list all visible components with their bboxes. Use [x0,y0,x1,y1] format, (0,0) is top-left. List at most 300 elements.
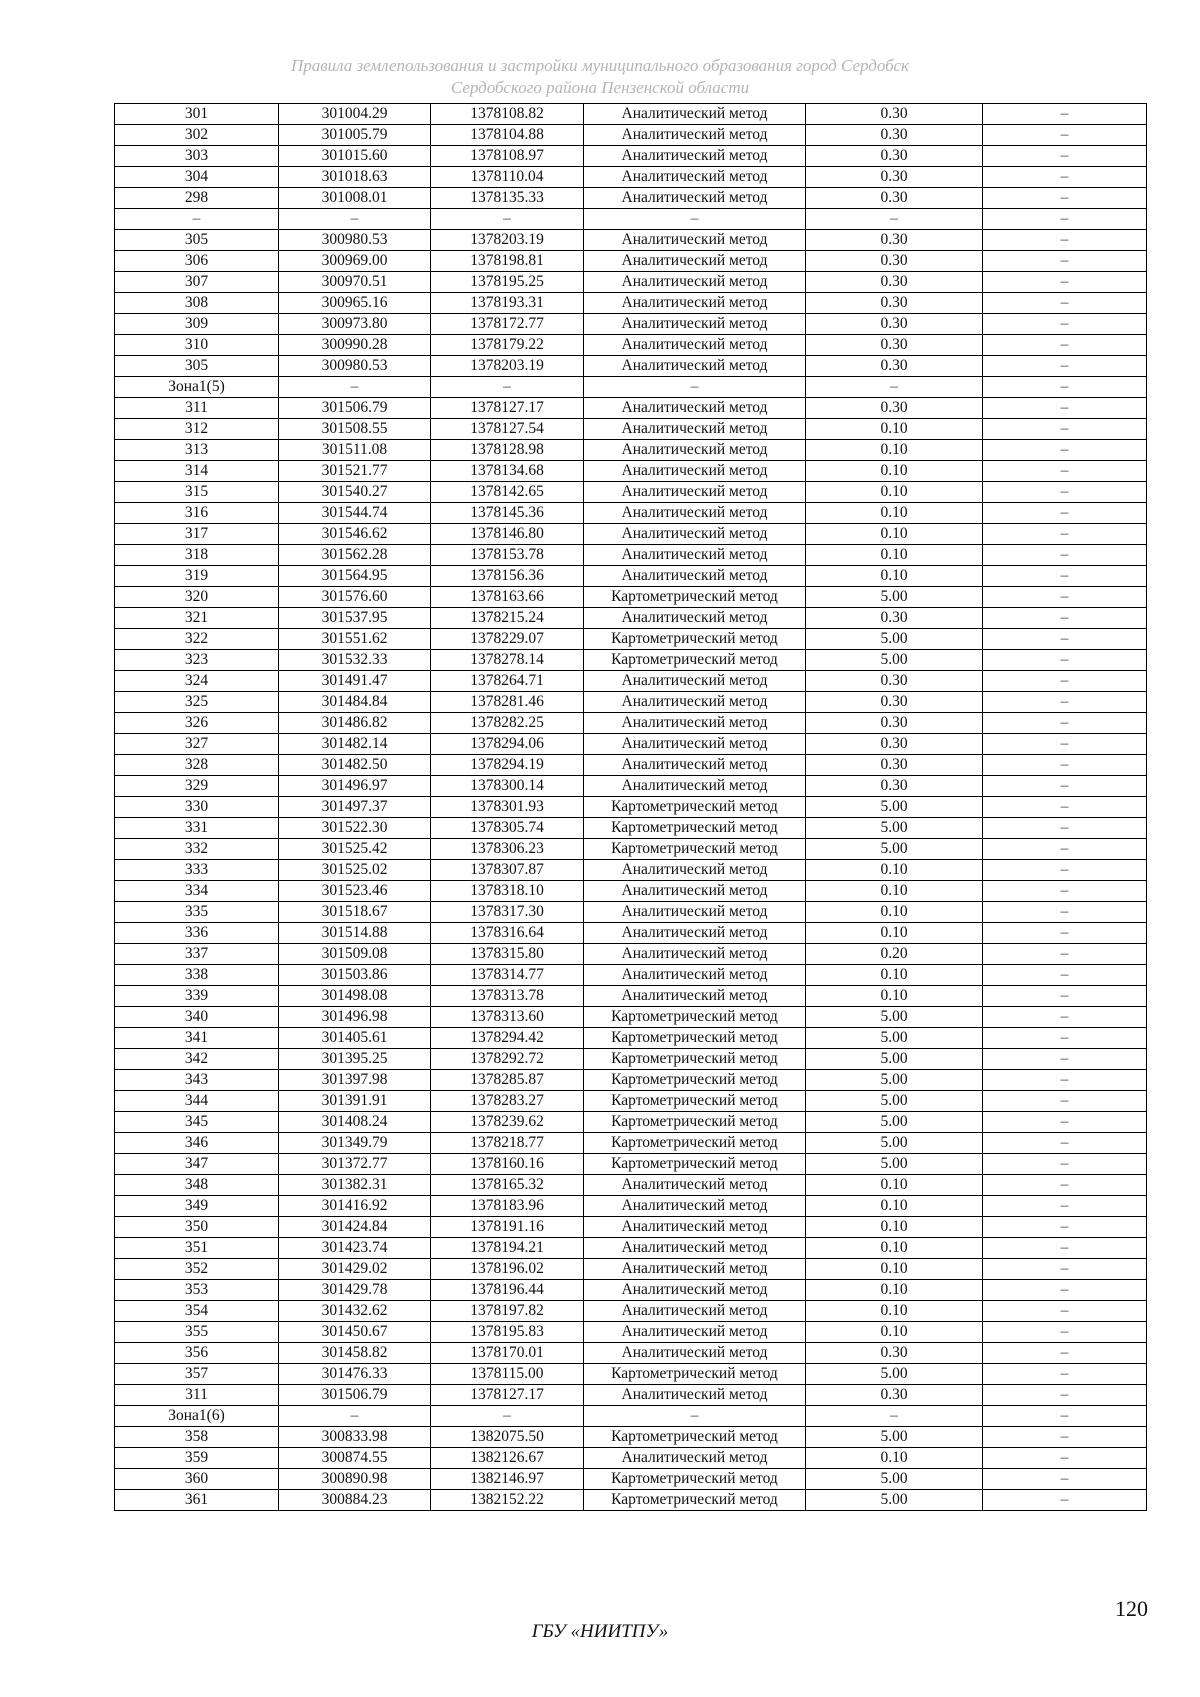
point-number-cell: 350 [115,1217,279,1238]
note-cell: – [983,1427,1147,1448]
method-cell: Картометрический метод [584,839,806,860]
note-cell: – [983,419,1147,440]
note-cell: – [983,1091,1147,1112]
method-cell: Аналитический метод [584,1259,806,1280]
accuracy-cell: 0.30 [806,734,983,755]
table-row [115,881,1147,902]
y-coordinate-cell: 1378127.17 [431,398,584,419]
table-row [115,104,1147,125]
table-row [115,608,1147,629]
method-cell: Аналитический метод [584,482,806,503]
table-row [115,167,1147,188]
table-row [115,1175,1147,1196]
y-coordinate-cell: – [431,377,584,398]
note-cell: – [983,1196,1147,1217]
point-number-cell: 360 [115,1469,279,1490]
y-coordinate-cell: 1378283.27 [431,1091,584,1112]
table-row [115,692,1147,713]
point-number-cell: 312 [115,419,279,440]
table-row [115,860,1147,881]
table-row [115,503,1147,524]
table-row [115,398,1147,419]
note-cell: – [983,440,1147,461]
method-cell: Аналитический метод [584,860,806,881]
table-row [115,335,1147,356]
note-cell: – [983,1385,1147,1406]
x-coordinate-cell: 301498.08 [279,986,431,1007]
table-row [115,1364,1147,1385]
note-cell: – [983,314,1147,335]
table-row [115,314,1147,335]
x-coordinate-cell: 301432.62 [279,1301,431,1322]
table-row [115,986,1147,1007]
method-cell: Аналитический метод [584,293,806,314]
point-number-cell: – [115,209,279,230]
accuracy-cell: 0.10 [806,524,983,545]
note-cell: – [983,1469,1147,1490]
x-coordinate-cell: 301008.01 [279,188,431,209]
accuracy-cell: 0.30 [806,1385,983,1406]
point-number-cell: 349 [115,1196,279,1217]
table-row [115,1322,1147,1343]
y-coordinate-cell: 1378285.87 [431,1070,584,1091]
x-coordinate-cell: 301497.37 [279,797,431,818]
note-cell: – [983,1028,1147,1049]
note-cell: – [983,524,1147,545]
note-cell: – [983,671,1147,692]
method-cell: Аналитический метод [584,902,806,923]
x-coordinate-cell: 301018.63 [279,167,431,188]
method-cell: Картометрический метод [584,1364,806,1385]
note-cell: – [983,230,1147,251]
method-cell: Аналитический метод [584,881,806,902]
point-number-cell: 346 [115,1133,279,1154]
x-coordinate-cell: 300884.23 [279,1490,431,1511]
table-row [115,1301,1147,1322]
table-row [115,1406,1147,1427]
method-cell: Аналитический метод [584,692,806,713]
note-cell: – [983,1070,1147,1091]
note-cell: – [983,146,1147,167]
x-coordinate-cell: 301551.62 [279,629,431,650]
point-number-cell: 305 [115,230,279,251]
method-cell: Аналитический метод [584,713,806,734]
y-coordinate-cell: 1378128.98 [431,440,584,461]
accuracy-cell: 0.10 [806,503,983,524]
y-coordinate-cell: 1378318.10 [431,881,584,902]
page-number: 120 [1115,1596,1148,1621]
note-cell: – [983,1049,1147,1070]
table-row [115,587,1147,608]
x-coordinate-cell: 301525.42 [279,839,431,860]
table-row [115,209,1147,230]
point-number-cell: 329 [115,776,279,797]
accuracy-cell: 0.10 [806,965,983,986]
y-coordinate-cell: 1378294.42 [431,1028,584,1049]
note-cell: – [983,1175,1147,1196]
table-row [115,1091,1147,1112]
point-number-cell: 340 [115,1007,279,1028]
method-cell: Картометрический метод [584,797,806,818]
method-cell: Аналитический метод [584,503,806,524]
x-coordinate-cell: 301564.95 [279,566,431,587]
method-cell: Аналитический метод [584,1196,806,1217]
accuracy-cell: 5.00 [806,1091,983,1112]
method-cell: – [584,1406,806,1427]
x-coordinate-cell: 301537.95 [279,608,431,629]
point-number-cell: 355 [115,1322,279,1343]
table-row [115,944,1147,965]
accuracy-cell: 0.30 [806,125,983,146]
y-coordinate-cell: 1378145.36 [431,503,584,524]
note-cell: – [983,818,1147,839]
note-cell: – [983,377,1147,398]
accuracy-cell: 5.00 [806,1427,983,1448]
accuracy-cell: 5.00 [806,1049,983,1070]
point-number-cell: 341 [115,1028,279,1049]
table-row [115,1196,1147,1217]
note-cell: – [983,461,1147,482]
note-cell: – [983,1490,1147,1511]
y-coordinate-cell: 1378179.22 [431,335,584,356]
accuracy-cell: 5.00 [806,1070,983,1091]
accuracy-cell: 0.10 [806,461,983,482]
accuracy-cell: 0.30 [806,146,983,167]
point-number-cell: 343 [115,1070,279,1091]
point-number-cell: 353 [115,1280,279,1301]
note-cell: – [983,1301,1147,1322]
accuracy-cell: 0.30 [806,293,983,314]
note-cell: – [983,1217,1147,1238]
accuracy-cell: 5.00 [806,818,983,839]
note-cell: – [983,797,1147,818]
method-cell: Аналитический метод [584,272,806,293]
method-cell: Аналитический метод [584,1280,806,1301]
table-row [115,293,1147,314]
y-coordinate-cell: 1378193.31 [431,293,584,314]
x-coordinate-cell: 300970.51 [279,272,431,293]
point-number-cell: 324 [115,671,279,692]
point-number-cell: 318 [115,545,279,566]
method-cell: Картометрический метод [584,1091,806,1112]
y-coordinate-cell: 1378264.71 [431,671,584,692]
y-coordinate-cell: 1378215.24 [431,608,584,629]
method-cell: Аналитический метод [584,230,806,251]
point-number-cell: 307 [115,272,279,293]
point-number-cell: 322 [115,629,279,650]
accuracy-cell: 0.30 [806,188,983,209]
method-cell: Аналитический метод [584,1217,806,1238]
accuracy-cell: 0.30 [806,314,983,335]
accuracy-cell: 0.30 [806,776,983,797]
table-row [115,1259,1147,1280]
table-row [115,650,1147,671]
x-coordinate-cell: 301509.08 [279,944,431,965]
table-row [115,839,1147,860]
accuracy-cell: 5.00 [806,1154,983,1175]
table-row [115,1007,1147,1028]
accuracy-cell: 0.30 [806,356,983,377]
table-row [115,251,1147,272]
method-cell: Аналитический метод [584,440,806,461]
method-cell: Аналитический метод [584,335,806,356]
note-cell: – [983,1448,1147,1469]
method-cell: Аналитический метод [584,1385,806,1406]
method-cell: Картометрический метод [584,587,806,608]
x-coordinate-cell: 301349.79 [279,1133,431,1154]
y-coordinate-cell: 1378110.04 [431,167,584,188]
y-coordinate-cell: 1382152.22 [431,1490,584,1511]
point-number-cell: 313 [115,440,279,461]
y-coordinate-cell: 1378108.82 [431,104,584,125]
y-coordinate-cell: 1378127.54 [431,419,584,440]
accuracy-cell: 5.00 [806,1490,983,1511]
point-number-cell: 309 [115,314,279,335]
note-cell: – [983,1322,1147,1343]
method-cell: Аналитический метод [584,944,806,965]
table-row [115,818,1147,839]
note-cell: – [983,944,1147,965]
table-row [115,671,1147,692]
y-coordinate-cell: 1378198.81 [431,251,584,272]
y-coordinate-cell: 1378278.14 [431,650,584,671]
point-number-cell: 298 [115,188,279,209]
x-coordinate-cell: 301397.98 [279,1070,431,1091]
x-coordinate-cell: 301540.27 [279,482,431,503]
method-cell: Картометрический метод [584,650,806,671]
point-number-cell: 302 [115,125,279,146]
note-cell: – [983,335,1147,356]
method-cell: Картометрический метод [584,1469,806,1490]
y-coordinate-cell: 1378313.78 [431,986,584,1007]
y-coordinate-cell: 1378196.44 [431,1280,584,1301]
x-coordinate-cell: 300890.98 [279,1469,431,1490]
page-footer: ГБУ «НИИТПУ» [531,1621,669,1642]
x-coordinate-cell: 301521.77 [279,461,431,482]
accuracy-cell: 0.10 [806,902,983,923]
point-number-cell: 310 [115,335,279,356]
point-number-cell: 339 [115,986,279,1007]
point-number-cell: 327 [115,734,279,755]
table-row [115,1154,1147,1175]
table-row [115,377,1147,398]
table-row [115,1469,1147,1490]
note-cell: – [983,860,1147,881]
table-row [115,1028,1147,1049]
y-coordinate-cell: 1378197.82 [431,1301,584,1322]
x-coordinate-cell: 301503.86 [279,965,431,986]
table-row [115,713,1147,734]
y-coordinate-cell: 1378196.02 [431,1259,584,1280]
y-coordinate-cell: – [431,1406,584,1427]
x-coordinate-cell: 301576.60 [279,587,431,608]
accuracy-cell: 0.30 [806,608,983,629]
accuracy-cell: 0.30 [806,713,983,734]
note-cell: – [983,839,1147,860]
method-cell: Картометрический метод [584,1007,806,1028]
point-number-cell: 338 [115,965,279,986]
y-coordinate-cell: 1378183.96 [431,1196,584,1217]
point-number-cell: 334 [115,881,279,902]
point-number-cell: 319 [115,566,279,587]
accuracy-cell: 5.00 [806,839,983,860]
point-number-cell: 357 [115,1364,279,1385]
x-coordinate-cell: – [279,377,431,398]
x-coordinate-cell: 301382.31 [279,1175,431,1196]
note-cell: – [983,1343,1147,1364]
point-number-cell: 326 [115,713,279,734]
accuracy-cell: 0.10 [806,1196,983,1217]
method-cell: Аналитический метод [584,965,806,986]
method-cell: Аналитический метод [584,419,806,440]
x-coordinate-cell: 301458.82 [279,1343,431,1364]
running-header-line2: Сердобского района Пензенской области [450,78,750,97]
y-coordinate-cell: 1378239.62 [431,1112,584,1133]
y-coordinate-cell: 1378294.06 [431,734,584,755]
point-number-cell: 321 [115,608,279,629]
accuracy-cell: 0.30 [806,167,983,188]
y-coordinate-cell: 1378281.46 [431,692,584,713]
note-cell: – [983,272,1147,293]
note-cell: – [983,482,1147,503]
y-coordinate-cell: 1378163.66 [431,587,584,608]
point-number-cell: 328 [115,755,279,776]
method-cell: Картометрический метод [584,1133,806,1154]
accuracy-cell: 0.30 [806,230,983,251]
note-cell: – [983,293,1147,314]
table-row [115,923,1147,944]
y-coordinate-cell: 1378153.78 [431,545,584,566]
method-cell: Аналитический метод [584,776,806,797]
method-cell: Аналитический метод [584,566,806,587]
note-cell: – [983,965,1147,986]
point-number-cell: 354 [115,1301,279,1322]
note-cell: – [983,251,1147,272]
x-coordinate-cell: 301496.98 [279,1007,431,1028]
point-number-cell: 359 [115,1448,279,1469]
method-cell: Картометрический метод [584,1028,806,1049]
x-coordinate-cell: 301429.78 [279,1280,431,1301]
method-cell: Аналитический метод [584,1322,806,1343]
y-coordinate-cell: 1378305.74 [431,818,584,839]
note-cell: – [983,692,1147,713]
accuracy-cell: 5.00 [806,1007,983,1028]
method-cell: Картометрический метод [584,1490,806,1511]
x-coordinate-cell: 301391.91 [279,1091,431,1112]
accuracy-cell: 0.30 [806,755,983,776]
method-cell: Аналитический метод [584,923,806,944]
point-number-cell: 337 [115,944,279,965]
x-coordinate-cell: 301482.14 [279,734,431,755]
point-number-cell: 344 [115,1091,279,1112]
x-coordinate-cell: 301372.77 [279,1154,431,1175]
x-coordinate-cell: 301506.79 [279,398,431,419]
note-cell: – [983,629,1147,650]
method-cell: Аналитический метод [584,1175,806,1196]
note-cell: – [983,902,1147,923]
accuracy-cell: 0.10 [806,1280,983,1301]
point-number-cell: 303 [115,146,279,167]
point-number-cell: 323 [115,650,279,671]
point-number-cell: 336 [115,923,279,944]
accuracy-cell: 0.10 [806,986,983,1007]
table-row [115,776,1147,797]
coordinates-table [114,103,1147,1511]
table-row [115,755,1147,776]
note-cell: – [983,650,1147,671]
accuracy-cell: 5.00 [806,1133,983,1154]
point-number-cell: 352 [115,1259,279,1280]
point-number-cell: 325 [115,692,279,713]
note-cell: – [983,923,1147,944]
point-number-cell: 335 [115,902,279,923]
accuracy-cell: 0.10 [806,566,983,587]
point-number-cell: 311 [115,398,279,419]
method-cell: Аналитический метод [584,251,806,272]
accuracy-cell: 0.10 [806,440,983,461]
point-number-cell: Зона1(5) [115,377,279,398]
method-cell: – [584,377,806,398]
y-coordinate-cell: 1378165.32 [431,1175,584,1196]
x-coordinate-cell: 301491.47 [279,671,431,692]
table-row [115,230,1147,251]
accuracy-cell: 0.30 [806,398,983,419]
table-row [115,1490,1147,1511]
note-cell: – [983,1112,1147,1133]
note-cell: – [983,734,1147,755]
x-coordinate-cell: 300965.16 [279,293,431,314]
y-coordinate-cell: 1378317.30 [431,902,584,923]
y-coordinate-cell: 1378307.87 [431,860,584,881]
x-coordinate-cell: 301476.33 [279,1364,431,1385]
accuracy-cell: 0.10 [806,419,983,440]
table-row [115,272,1147,293]
method-cell: Аналитический метод [584,671,806,692]
note-cell: – [983,1406,1147,1427]
point-number-cell: 301 [115,104,279,125]
point-number-cell: 342 [115,1049,279,1070]
accuracy-cell: 0.10 [806,1259,983,1280]
table-row [115,440,1147,461]
note-cell: – [983,356,1147,377]
x-coordinate-cell: 301405.61 [279,1028,431,1049]
y-coordinate-cell: 1378104.88 [431,125,584,146]
accuracy-cell: 5.00 [806,1364,983,1385]
x-coordinate-cell: 300973.80 [279,314,431,335]
y-coordinate-cell: 1378203.19 [431,230,584,251]
accuracy-cell: 0.10 [806,860,983,881]
note-cell: – [983,986,1147,1007]
method-cell: Картометрический метод [584,1049,806,1070]
table-row [115,566,1147,587]
table-row [115,545,1147,566]
x-coordinate-cell: 301015.60 [279,146,431,167]
accuracy-cell: 0.30 [806,692,983,713]
point-number-cell: 348 [115,1175,279,1196]
point-number-cell: 345 [115,1112,279,1133]
method-cell: Аналитический метод [584,398,806,419]
x-coordinate-cell: 300874.55 [279,1448,431,1469]
y-coordinate-cell: 1378292.72 [431,1049,584,1070]
point-number-cell: 361 [115,1490,279,1511]
table-row [115,461,1147,482]
point-number-cell: 332 [115,839,279,860]
accuracy-cell: – [806,377,983,398]
note-cell: – [983,566,1147,587]
y-coordinate-cell: – [431,209,584,230]
accuracy-cell: 0.10 [806,1448,983,1469]
x-coordinate-cell: – [279,1406,431,1427]
